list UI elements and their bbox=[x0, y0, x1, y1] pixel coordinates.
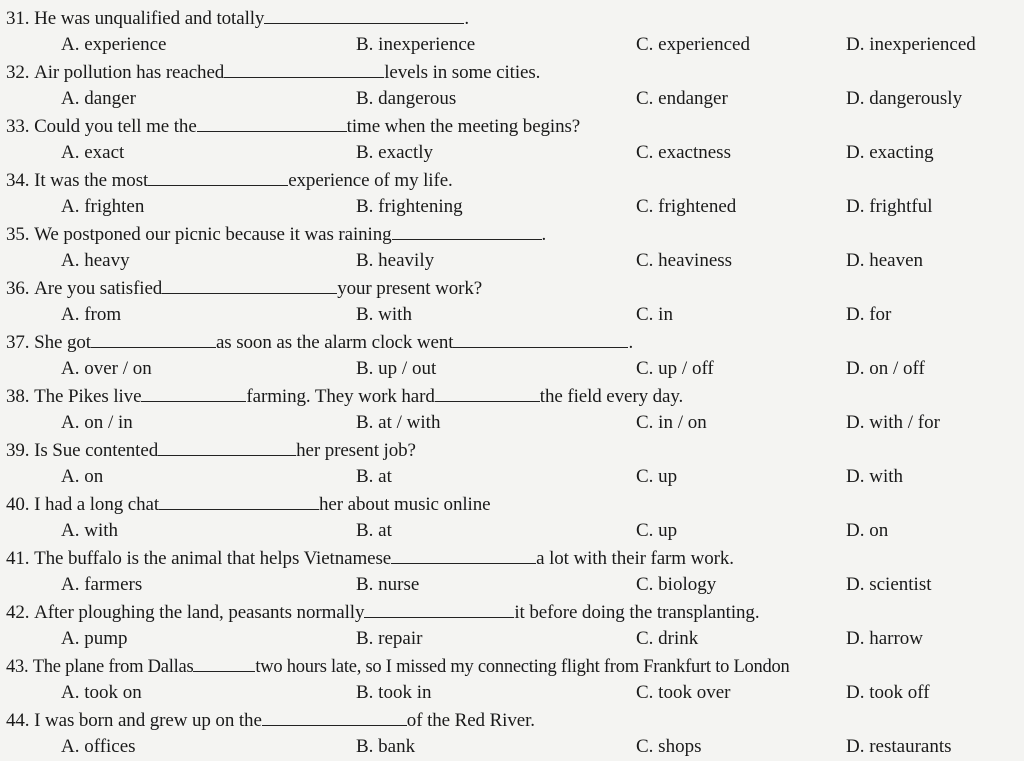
question-stem bbox=[6, 59, 540, 86]
question-number: 35. bbox=[6, 224, 30, 245]
option-d[interactable]: D. took off bbox=[846, 682, 930, 703]
stem-text: Are you satisfied bbox=[34, 278, 163, 299]
option-a[interactable]: A. experience bbox=[61, 34, 167, 55]
option-d[interactable]: D. with bbox=[846, 466, 903, 487]
question-number: 31. bbox=[6, 8, 30, 29]
stem-text: experience of my life. bbox=[288, 170, 453, 191]
answer-blank[interactable] bbox=[392, 221, 542, 240]
question-stem bbox=[6, 221, 546, 248]
option-c[interactable]: C. up / off bbox=[636, 358, 714, 379]
answer-blank[interactable] bbox=[159, 491, 319, 510]
stem-text: She got bbox=[34, 332, 91, 353]
question-stem bbox=[6, 437, 416, 464]
answer-blank[interactable] bbox=[453, 329, 628, 348]
option-b[interactable]: B. repair bbox=[356, 628, 423, 649]
question-number: 32. bbox=[6, 62, 30, 83]
stem-text: time when the meeting begins? bbox=[346, 116, 581, 137]
stem-text: The Pikes live bbox=[34, 386, 142, 407]
stem-text: a lot with their farm work. bbox=[536, 548, 734, 569]
answer-blank[interactable] bbox=[148, 167, 288, 186]
stem-text: . bbox=[464, 8, 469, 29]
answer-blank[interactable] bbox=[91, 329, 216, 348]
option-d[interactable]: D. restaurants bbox=[846, 736, 952, 757]
question-stem bbox=[6, 383, 683, 410]
stem-text: levels in some cities. bbox=[384, 62, 541, 83]
option-d[interactable]: D. heaven bbox=[846, 250, 924, 271]
question-42 bbox=[6, 599, 1024, 653]
question-stem bbox=[6, 707, 535, 734]
stem-text: Could you tell me the bbox=[34, 116, 197, 137]
stem-text: After ploughing the land, peasants normally bbox=[34, 602, 365, 623]
question-stem bbox=[6, 167, 453, 194]
question-number: 34. bbox=[6, 170, 30, 191]
option-c[interactable]: C. in / on bbox=[636, 412, 707, 433]
question-44 bbox=[6, 707, 1024, 761]
question-39 bbox=[6, 437, 1024, 491]
question-43 bbox=[6, 653, 1024, 707]
option-b[interactable]: B. nurse bbox=[356, 574, 420, 595]
stem-text: I had a long chat bbox=[34, 494, 160, 515]
answer-blank[interactable] bbox=[364, 599, 514, 618]
question-number: 39. bbox=[6, 440, 30, 461]
option-c[interactable]: C. endanger bbox=[636, 88, 728, 109]
stem-text: It was the most bbox=[34, 170, 149, 191]
option-b[interactable]: B. dangerous bbox=[356, 88, 457, 109]
option-a[interactable]: A. pump bbox=[61, 628, 128, 649]
stem-text: Air pollution has reached bbox=[34, 62, 225, 83]
option-b[interactable]: B. heavily bbox=[356, 250, 435, 271]
option-c[interactable]: C. drink bbox=[636, 628, 699, 649]
option-b[interactable]: B. with bbox=[356, 304, 412, 325]
stem-text: I was born and grew up on the bbox=[34, 710, 262, 731]
question-number: 40. bbox=[6, 494, 30, 515]
option-b[interactable]: B. at bbox=[356, 466, 392, 487]
question-number: 33. bbox=[6, 116, 30, 137]
question-number: 42. bbox=[6, 602, 30, 623]
option-c[interactable]: C. in bbox=[636, 304, 673, 325]
answer-blank[interactable] bbox=[435, 383, 540, 402]
option-a[interactable]: A. offices bbox=[61, 736, 136, 757]
option-c[interactable]: C. up bbox=[636, 520, 678, 541]
option-d[interactable]: D. frightful bbox=[846, 196, 933, 217]
option-c[interactable]: C. biology bbox=[636, 574, 717, 595]
stem-text: The buffalo is the animal that helps Vietnamese bbox=[34, 548, 392, 569]
option-d[interactable]: D. with / for bbox=[846, 412, 940, 433]
option-c[interactable]: C. heaviness bbox=[636, 250, 733, 271]
question-number: 38. bbox=[6, 386, 30, 407]
question-stem bbox=[6, 653, 790, 680]
question-33 bbox=[6, 113, 1024, 167]
question-number: 43. bbox=[6, 657, 29, 677]
question-38 bbox=[6, 383, 1024, 437]
question-36 bbox=[6, 275, 1024, 329]
option-d[interactable]: D. on / off bbox=[846, 358, 925, 379]
option-b[interactable]: B. inexperience bbox=[356, 34, 476, 55]
question-31 bbox=[6, 5, 1024, 59]
stem-text: as soon as the alarm clock went bbox=[215, 332, 454, 353]
option-a[interactable]: A. from bbox=[61, 304, 122, 325]
option-c[interactable]: C. shops bbox=[636, 736, 702, 757]
question-41 bbox=[6, 545, 1024, 599]
stem-text: two hours late, so I missed my connecting flight from Frankfurt to London bbox=[255, 657, 790, 677]
option-b[interactable]: B. frightening bbox=[356, 196, 463, 217]
stem-text: farming. They work hard bbox=[246, 386, 435, 407]
answer-blank[interactable] bbox=[262, 707, 407, 726]
option-d[interactable]: D. dangerously bbox=[846, 88, 963, 109]
answer-blank[interactable] bbox=[141, 383, 246, 402]
stem-text: . bbox=[628, 332, 634, 353]
question-number: 44. bbox=[6, 710, 30, 731]
option-a[interactable]: A. heavy bbox=[61, 250, 130, 271]
option-a[interactable]: A. with bbox=[61, 520, 118, 541]
option-b[interactable]: B. exactly bbox=[356, 142, 434, 163]
option-a[interactable]: A. over / on bbox=[61, 358, 152, 379]
option-c[interactable]: C. exactness bbox=[636, 142, 731, 163]
option-c[interactable]: C. took over bbox=[636, 682, 731, 703]
option-b[interactable]: B. bank bbox=[356, 736, 416, 757]
stem-text: We postponed our picnic because it was raining bbox=[34, 224, 392, 245]
answer-blank[interactable] bbox=[193, 653, 255, 672]
question-34 bbox=[6, 167, 1024, 221]
option-a[interactable]: A. on / in bbox=[61, 412, 133, 433]
question-number: 37. bbox=[6, 332, 30, 353]
stem-text: of the Red River. bbox=[406, 710, 535, 731]
option-c[interactable]: C. experienced bbox=[636, 34, 750, 55]
question-stem bbox=[6, 599, 759, 626]
question-stem bbox=[6, 5, 469, 32]
option-b[interactable]: B. up / out bbox=[356, 358, 437, 379]
option-c[interactable]: C. frightened bbox=[636, 196, 737, 217]
option-b[interactable]: B. took in bbox=[356, 682, 432, 703]
option-a[interactable]: A. frighten bbox=[61, 196, 145, 217]
option-d[interactable]: D. on bbox=[846, 520, 889, 541]
question-number: 41. bbox=[6, 548, 30, 569]
answer-blank[interactable] bbox=[224, 59, 384, 78]
answer-blank[interactable] bbox=[197, 113, 347, 132]
option-b[interactable]: B. at bbox=[356, 520, 392, 541]
answer-blank[interactable] bbox=[391, 545, 536, 564]
option-a[interactable]: A. farmers bbox=[61, 574, 143, 595]
question-40 bbox=[6, 491, 1024, 545]
option-d[interactable]: D. exacting bbox=[846, 142, 934, 163]
stem-text: The plane from Dallas bbox=[32, 657, 194, 677]
stem-text: your present work? bbox=[337, 278, 483, 299]
option-a[interactable]: A. exact bbox=[61, 142, 125, 163]
stem-text: her about music online bbox=[319, 494, 491, 515]
stem-text: . bbox=[541, 224, 547, 245]
question-37 bbox=[6, 329, 1024, 383]
question-number: 36. bbox=[6, 278, 30, 299]
answer-blank[interactable] bbox=[264, 5, 464, 24]
answer-blank[interactable] bbox=[158, 437, 296, 456]
question-stem bbox=[6, 545, 734, 572]
stem-text: it before doing the transplanting. bbox=[514, 602, 760, 623]
question-stem bbox=[6, 491, 490, 518]
option-d[interactable]: D. inexperienced bbox=[846, 34, 976, 55]
stem-text: her present job? bbox=[296, 440, 416, 461]
stem-text: He was unqualified and totally bbox=[34, 8, 265, 29]
option-a[interactable]: A. danger bbox=[61, 88, 136, 109]
option-b[interactable]: B. at / with bbox=[356, 412, 441, 433]
option-a[interactable]: A. on bbox=[61, 466, 104, 487]
option-d[interactable]: D. harrow bbox=[846, 628, 924, 649]
option-c[interactable]: C. up bbox=[636, 466, 678, 487]
option-a[interactable]: A. took on bbox=[61, 682, 142, 703]
question-stem bbox=[6, 329, 633, 356]
answer-blank[interactable] bbox=[162, 275, 337, 294]
stem-text: the field every day. bbox=[539, 386, 684, 407]
question-stem bbox=[6, 275, 482, 302]
question-32 bbox=[6, 59, 1024, 113]
question-stem bbox=[6, 113, 580, 140]
question-35 bbox=[6, 221, 1024, 275]
option-d[interactable]: D. for bbox=[846, 304, 892, 325]
option-d[interactable]: D. scientist bbox=[846, 574, 932, 595]
stem-text: Is Sue contented bbox=[34, 440, 159, 461]
